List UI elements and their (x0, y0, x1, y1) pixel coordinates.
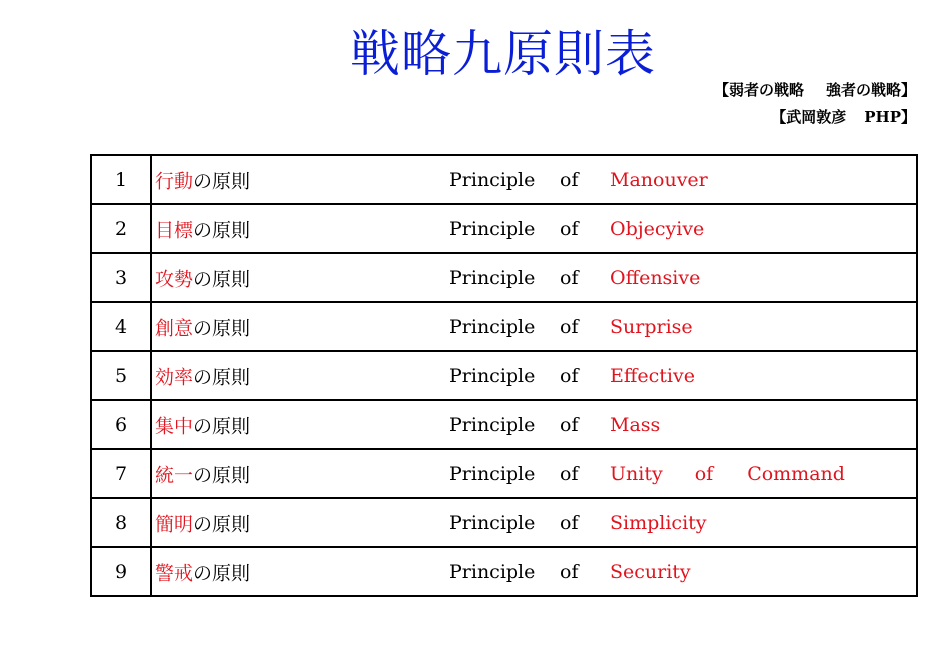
principle-cell (151, 400, 917, 449)
japanese-name (155, 166, 250, 193)
table-row (91, 400, 917, 449)
japanese-name-key: 攻勢 (155, 268, 194, 290)
english-name (610, 463, 845, 485)
of-word: of (560, 266, 579, 289)
table-row (91, 253, 917, 302)
row-number: 8 (91, 498, 151, 547)
row-number: 2 (91, 204, 151, 253)
principle-word: Principle (449, 364, 536, 387)
principle-cell (151, 155, 917, 204)
principle-cell (151, 253, 917, 302)
english-name (610, 267, 700, 289)
principle-cell (151, 204, 917, 253)
principle-word: Principle (449, 413, 536, 436)
japanese-name-key: 警戒 (155, 562, 194, 584)
principle-word: Principle (449, 266, 536, 289)
principle-word: Principle (449, 168, 536, 191)
japanese-name-key: 行動 (155, 170, 194, 192)
principle-cell (151, 449, 917, 498)
english-name (610, 512, 707, 534)
japanese-name (155, 362, 250, 389)
japanese-name (155, 460, 250, 487)
principle-word: Principle (449, 511, 536, 534)
of-word: of (560, 511, 579, 534)
principle-word: Principle (449, 315, 536, 338)
row-number: 9 (91, 547, 151, 596)
principles-table (90, 154, 918, 597)
english-name (610, 218, 704, 240)
japanese-name (155, 411, 250, 438)
english-name-word: Offensive (610, 266, 701, 289)
japanese-name-key: 目標 (155, 219, 194, 241)
principle-word: Principle (449, 217, 536, 240)
row-number: 3 (91, 253, 151, 302)
english-name (610, 169, 708, 191)
principle-cell (151, 302, 917, 351)
english-name-word: Effective (610, 364, 695, 387)
english-name-word: of (694, 462, 714, 485)
english-name (610, 414, 660, 436)
row-number: 7 (91, 449, 151, 498)
japanese-name-suffix: の原則 (193, 464, 251, 486)
table-row (91, 302, 917, 351)
row-number: 4 (91, 302, 151, 351)
of-word: of (560, 364, 579, 387)
row-number: 1 (91, 155, 151, 204)
japanese-name-key: 統一 (155, 464, 194, 486)
japanese-name-key: 創意 (155, 317, 194, 339)
of-word: of (560, 462, 579, 485)
english-name (610, 561, 691, 583)
source-author: 【武岡敦彦 (771, 108, 847, 126)
japanese-name-suffix: の原則 (193, 562, 251, 584)
japanese-name (155, 313, 250, 340)
english-name-word: Mass (610, 413, 661, 436)
english-name (610, 316, 693, 338)
english-name-word: Surprise (610, 315, 693, 338)
source-book-titles (714, 80, 916, 100)
english-name-word: Manouver (610, 168, 708, 191)
source-publisher: PHP】 (864, 108, 916, 126)
table-row (91, 204, 917, 253)
japanese-name-suffix: の原則 (193, 317, 251, 339)
english-name-word: Unity (610, 462, 663, 485)
japanese-name (155, 509, 250, 536)
table-row (91, 351, 917, 400)
japanese-name (155, 264, 250, 291)
row-number: 5 (91, 351, 151, 400)
source-weak-strategy: 【弱者の戦略 (713, 81, 804, 99)
japanese-name-suffix: の原則 (193, 366, 251, 388)
of-word: of (560, 413, 579, 436)
table-row (91, 155, 917, 204)
japanese-name-suffix: の原則 (193, 415, 251, 437)
principle-cell (151, 498, 917, 547)
of-word: of (560, 217, 579, 240)
japanese-name-suffix: の原則 (193, 170, 251, 192)
source-author-publisher (771, 107, 916, 127)
principle-word: Principle (449, 462, 536, 485)
japanese-name-key: 簡明 (155, 513, 194, 535)
english-name-word: Command (747, 462, 845, 485)
japanese-name-suffix: の原則 (193, 513, 251, 535)
principle-cell (151, 351, 917, 400)
of-word: of (560, 560, 579, 583)
japanese-name-key: 効率 (155, 366, 194, 388)
table-row (91, 547, 917, 596)
english-name-word: Simplicity (610, 511, 707, 534)
principle-word: Principle (449, 560, 536, 583)
japanese-name-suffix: の原則 (193, 268, 251, 290)
english-name (610, 365, 695, 387)
page-title: 戦略九原則表 (350, 25, 656, 83)
japanese-name (155, 558, 250, 585)
principle-cell (151, 547, 917, 596)
english-name-word: Security (610, 560, 691, 583)
of-word: of (560, 168, 579, 191)
source-strong-strategy: 強者の戦略】 (825, 81, 916, 99)
table-row (91, 449, 917, 498)
japanese-name-key: 集中 (155, 415, 194, 437)
english-name-word: Objecyive (610, 217, 705, 240)
of-word: of (560, 315, 579, 338)
row-number: 6 (91, 400, 151, 449)
japanese-name-suffix: の原則 (193, 219, 251, 241)
japanese-name (155, 215, 250, 242)
table-row (91, 498, 917, 547)
